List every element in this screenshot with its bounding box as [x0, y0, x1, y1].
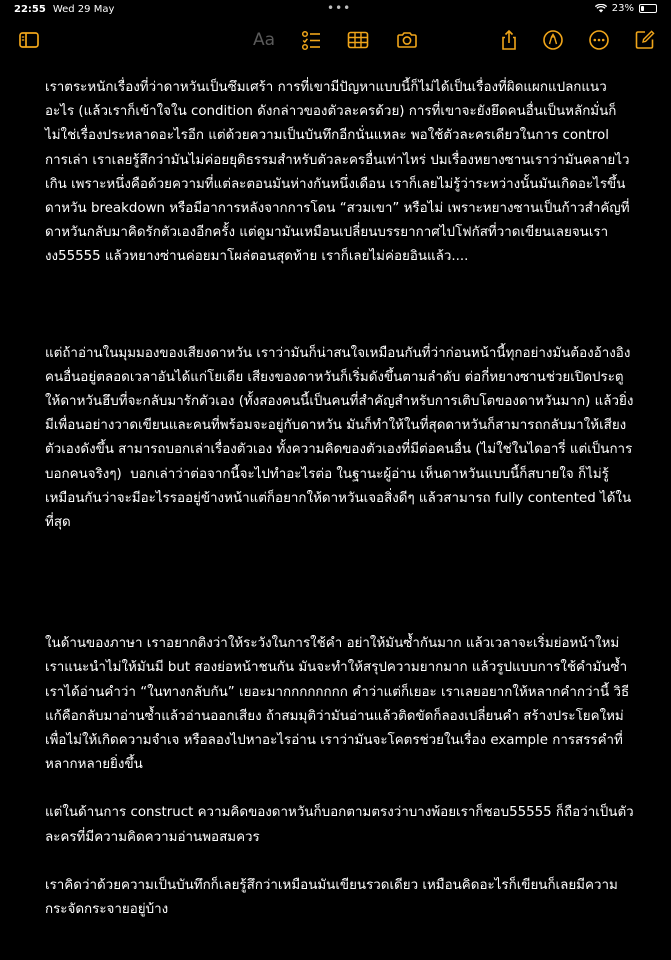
status-time [14, 4, 114, 15]
multitasking-dots-icon[interactable]: ••• [327, 1, 352, 15]
compose-icon[interactable] [633, 28, 657, 52]
note-paragraph-2: แต่ถ้าอ่านในมุมมองของเสียงดาหวัน เราว่ามันก็น่าสนใจเหมือนกันที่ว่าก่อนหน้านี้ทุกอย่างมันต้องอ้างอิงคนอื่นอยู่ตลอดเวลาอันได้แก่โยเดีย เสียงของดาหวันก็เริ่มดังขึ้นตามลำดับ ต่อกี่หยางซานช่วยเปิดประตูให้ดาหวันฮึบที่จะกลับมารักตัวเอง (ทั้งสองคนนี้เป็นคนที่สำคัญสำหรับการเติบโตของดาหวันมาก) แล้วยิ่งมีเพื่อนอย่างวาดเขียนและคนที่พร้อมจะอยู่กับดาหวัน มันก็ทำให้ในที่สุดดาหวันก็สามารถกลับมาให้เสียงตัวเองดังขึ้น สามารถบอกเล่าเรื่องตัวเอง ทั้งความคิดของตัวเองที่มีต่อคนอื่น (ไม่ใช่ในไดอารี่ แต่เป็นการบอกคนจริงๆ) บอกเล่าว่าต่อจากนี้จะไปทำอะไรต่อ ในฐานะผู้อ่าน เห็นดาหวันแบบนี้ก็สบายใจ ก็ไม่รู้เหมือนกันว่าจะมีอะไรรออยู่ข้างหน้าแต่ก็อยากให้ดาหวันเจอสิ่งดีๆ แล้วสามารถ fully contented ได้ในที่สุด [45, 345, 634, 531]
status-clock: 22:55 [14, 4, 46, 15]
note-paragraph-4: แต่ในด้านการ construct ความคิดของดาหวันก็บอกตามตรงว่าบางพ้อยเราก็ชอบ55555 ก็ถือว่าเป็นตัวละครที่มีความคิดความอ่านพอสมควร [45, 805, 634, 845]
more-icon[interactable] [587, 28, 611, 52]
camera-icon[interactable] [395, 28, 419, 52]
status-bar [0, 0, 671, 20]
note-paragraph-1: เราตระหนักเรื่องที่ว่าดาหวันเป็นซึมเศร้า การที่เขามีปัญหาแบบนี้ก็ไม่ได้เป็นเรื่องที่ผิดแผกแปลกแนวอะไร (แล้วเราก็เข้าใจใน condition ดังกล่าวของตัวละครด้วย) การที่เขาจะยังยึดคนอื่นเป็นหลักมั่นก็ไม่ใช่เรื่องประหลาดอะไรอีก แต่ด้วยความเป็นบันทึกอีกนั่นแหละ พอใช้ตัวละครเดียวในการ control การเล่า เราเลยรู้สึกว่ามันไม่ค่อยยุติธรรมสำหรับตัวละครอื่นเท่าไหร่ ปมเรื่องหยางซานเราว่ามันคลายไวเกิน เพราะหนึ่งคือด้วยความที่แต่ละตอนมันห่างกันหนึ่งเดือน เราก็เลยไม่รู้ว่าระหว่างนั้นมันเกิดอะไรขึ้น ดาหวัน breakdown หรือมีอาการหลังจากการโดน “สวมเขา” หรือไม่ เพราะหยางซานเป็นก้าวสำคัญที่ดาหวันกลับมาคิดรักตัวเองอีกครั้ง แต่ดูมามันเหมือนเปลี่ยนบรรยากาศไปโฟกัสที่วาดเขียนเลยจนเรางง55555 แล้วหยางซ่านค่อยมาโผล่ตอนสุดท้าย เราก็เลยไม่ค่อยอินแล้ว.... [45, 80, 630, 265]
note-paragraph-3: ในด้านของภาษา เราอยากติงว่าให้ระวังในการใช้คำ อย่าให้มันซ้ำกันมาก แล้วเวลาจะเริ่มย่อหน้าใหม่ เราแนะนำไม่ให้มันมี but สองย่อหน้าชนกัน มันจะทำให้สรุปความยากมาก แล้วรูปแบบการใช้คำมันซ้ำ เราได้อ่านคำว่า “ในทางกลับกัน” เยอะมากกกกกกกก คำว่าแต่ก็เยอะ เราเลยอยากให้หลากคำกว่านี้ วิธีแก้คือกลับมาอ่านซ้ำแล้วอ่านออกเสียง ถ้าสมมุติว่ามันอ่านแล้วติดขัดก็ลองเปลี่ยนคำ สร้างประโยคใหม่เพื่อไม่ให้เกิดความจำเจ หรือลองไปหาอะไรอ่าน เราว่ามันจะโคตรช่วยในเรื่อง example การสรรคำที่หลากหลายยิ่งขึ้น [45, 636, 632, 773]
table-icon[interactable] [346, 28, 370, 52]
note-body[interactable] [45, 76, 635, 922]
checklist-icon[interactable] [299, 28, 323, 52]
status-date: Wed 29 May [52, 4, 115, 15]
format-text-button[interactable]: Aa [252, 30, 276, 50]
share-icon[interactable] [497, 28, 521, 52]
battery-fill [641, 6, 644, 11]
sidebar-icon[interactable] [17, 28, 41, 52]
markup-pen-icon[interactable] [541, 28, 565, 52]
notes-toolbar [0, 22, 671, 58]
wifi-icon [595, 4, 607, 13]
battery-percent: 23% [611, 3, 634, 14]
status-indicators [595, 3, 657, 14]
note-paragraph-5: เราคิดว่าด้วยความเป็นบันทึกก็เลยรู้สึกว่าเหมือนมันเขียนรวดเดียว เหมือนคิดอะไรก็เขียนก็เลยมีความกระจัดกระจายอยู่บ้าง [45, 877, 618, 918]
battery-icon [639, 4, 657, 13]
